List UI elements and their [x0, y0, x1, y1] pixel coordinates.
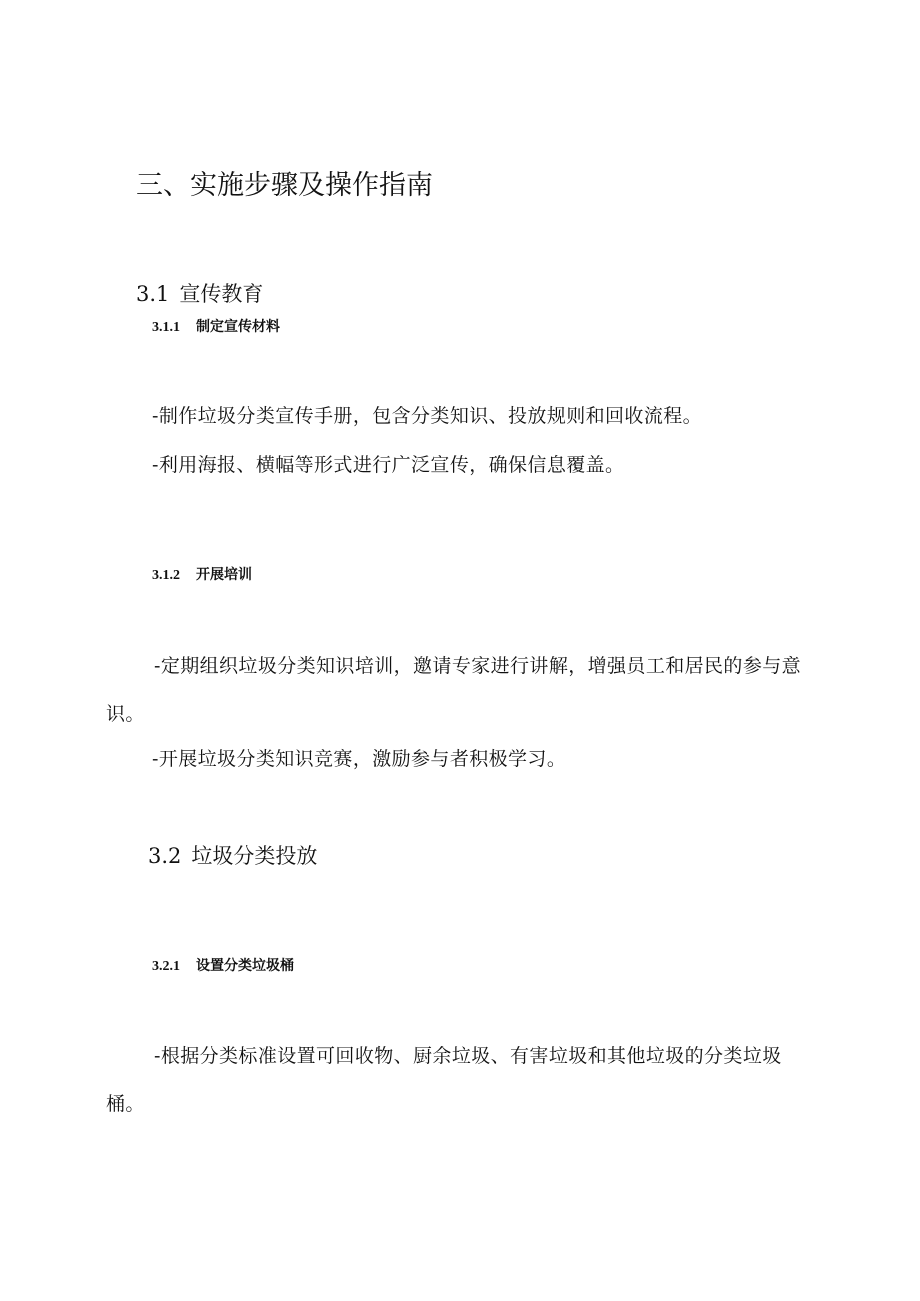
subsection-number: 3.2.1 — [152, 959, 180, 974]
subsection-title: 开展培训 — [196, 567, 252, 583]
section-number: 3.1 — [136, 282, 170, 306]
paragraph: -利用海报、横幅等形式进行广泛宣传，确保信息覆盖。 — [152, 454, 625, 476]
subsection-heading-3-1-1 — [152, 317, 280, 338]
paragraph: -根据分类标准设置可回收物、厨余垃圾、有害垃圾和其他垃圾的分类垃圾桶。 — [106, 1045, 782, 1115]
section-number: 3.2 — [148, 844, 182, 868]
paragraph: -开展垃圾分类知识竞赛，激励参与者积极学习。 — [152, 748, 567, 770]
subsection-title: 制定宣传材料 — [196, 319, 280, 335]
paragraph: -定期组织垃圾分类知识培训，邀请专家进行讲解，增强员工和居民的参与意识。 — [106, 655, 802, 725]
paragraph: -制作垃圾分类宣传手册，包含分类知识、投放规则和回收流程。 — [152, 405, 703, 427]
chapter-title: 三、实施步骤及操作指南 — [136, 170, 433, 201]
subsection-heading-3-1-2 — [152, 565, 252, 586]
section-title: 垃圾分类投放 — [191, 844, 318, 868]
subsection-number: 3.1.2 — [152, 568, 180, 583]
subsection-heading-3-2-1 — [152, 956, 294, 977]
subsection-number: 3.1.1 — [152, 320, 180, 335]
section-heading-3-1 — [136, 280, 263, 308]
section-title: 宣传教育 — [179, 282, 264, 306]
section-heading-3-2 — [148, 842, 317, 870]
subsection-title: 设置分类垃圾桶 — [196, 958, 294, 974]
